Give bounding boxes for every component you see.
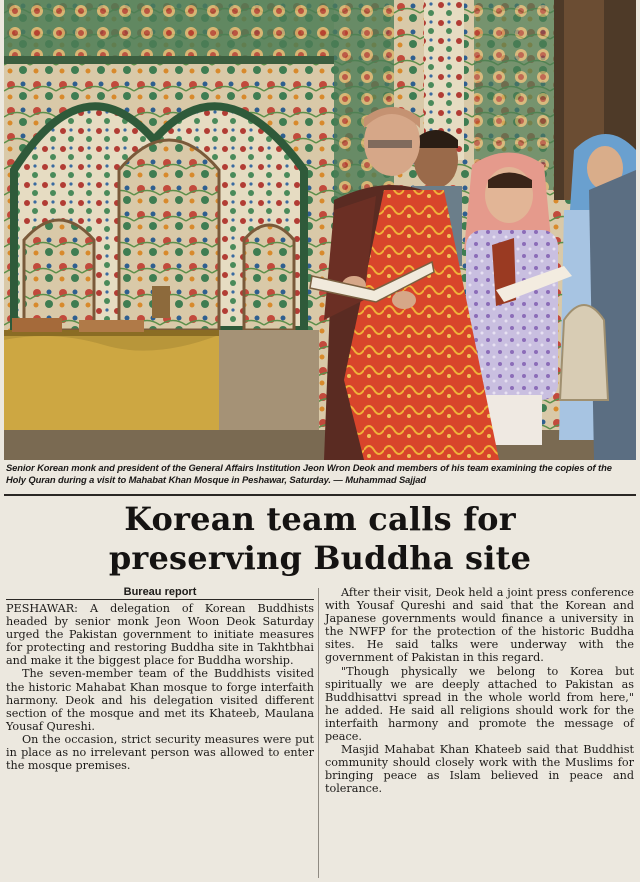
photo-caption: Senior Korean monk and president of the General Affairs Institution Jeon Wron Deok and members of his team examining the copies of the Holy Quran during a visit to Mahabat Khan Mosque in Peshawar, Saturday. — Muhammad Sajjad [6, 462, 612, 485]
headline-line-1: Korean team calls for [124, 500, 516, 538]
paragraph: Masjid Mahabat Khan Khateeb said that Buddhist community should closely work with the Muslims for bringing peace as Islam believed in peace and tolerance. [325, 743, 634, 796]
caption-rule [4, 494, 636, 496]
paragraph: After their visit, Deok held a joint press conference with Yousaf Qureshi and said that the Korean and Japanese governments would finance a university in the NWFP for the protection of the historic Buddha sites. He said talks were underway with the government of Pakistan in this regard. [325, 586, 634, 665]
paragraph: The seven-member team of the Buddhists visited the historic Mahabat Khan mosque to forge interfaith harmony. Deok and his delegation visited different section of the mosque and met its Khateeb, Maulana Yousaf Qureshi. [6, 667, 314, 733]
article-column-left [6, 586, 314, 772]
news-photo [4, 0, 636, 460]
byline: Bureau report [6, 586, 314, 600]
photo-illustration [4, 0, 636, 460]
paragraph: "Though physically we belong to Korea but spiritually we are deeply attached to Pakistan as Buddhisattvi spread in the whole world from here," he added. He said all religions should work for the interfaith harmony and promote the message of peace. [325, 664, 634, 744]
paragraph: On the occasion, strict security measures were put in place as no irrelevant person was allowed to enter the mosque premises. [6, 732, 314, 773]
headline-line-2: preserving Buddha site [108, 539, 532, 577]
headline [4, 500, 636, 578]
article-column-right [325, 586, 634, 796]
paragraph: PESHAWAR: A delegation of Korean Buddhists headed by senior monk Jeon Woon Deok Saturday urged the Pakistan government to initiate measures for protecting and restoring Buddha site in Takhtbhai and make it the biggest place for Buddha worship. [6, 602, 314, 668]
column-divider [318, 588, 319, 878]
